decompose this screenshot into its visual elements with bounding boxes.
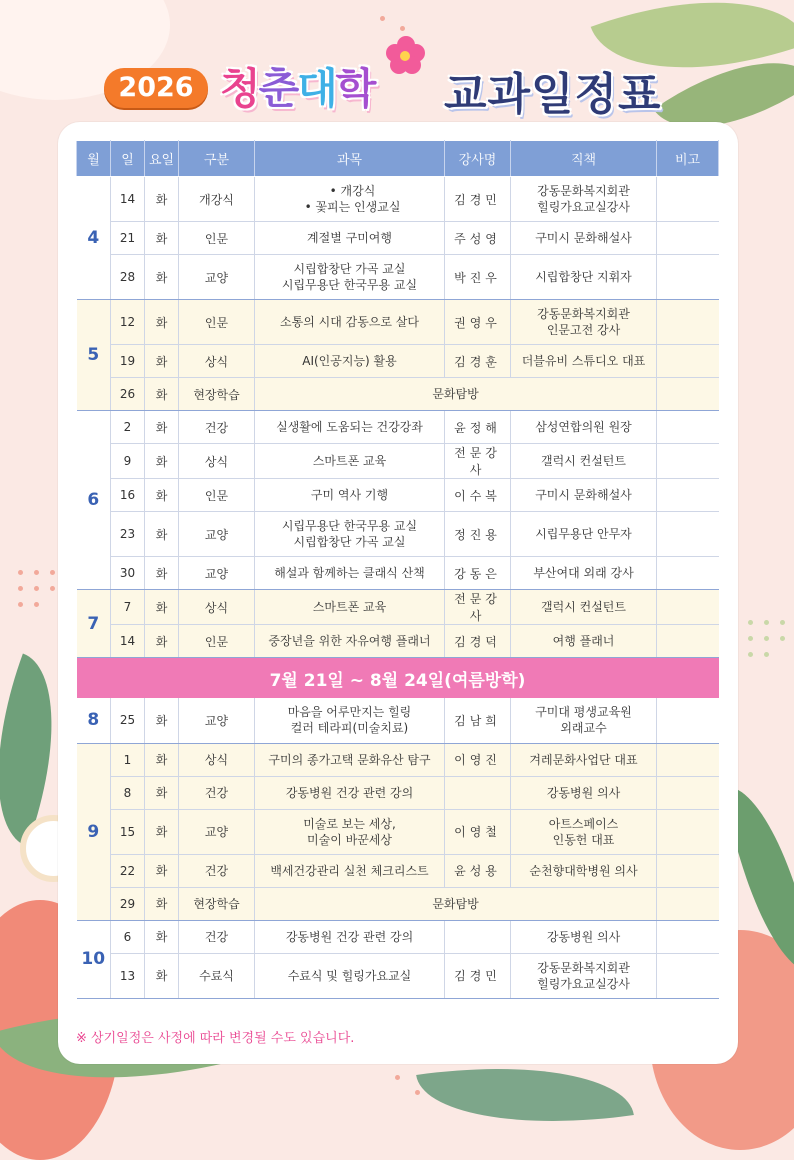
footnote: ※ 상기일정은 사정에 따라 변경될 수도 있습니다. — [76, 1031, 355, 1046]
table-row — [77, 953, 719, 998]
position-cell — [511, 557, 657, 590]
position-line: 구미시 문화해설사 — [535, 231, 632, 245]
vacation-label: 7월 21일 ~ 8월 24일(여름방학) — [77, 658, 719, 699]
remarks-cell — [657, 300, 719, 345]
position-cell — [511, 222, 657, 255]
position-cell — [511, 743, 657, 776]
category-cell: 건강 — [179, 776, 255, 809]
month-cell: 5 — [77, 300, 111, 411]
position-cell — [511, 590, 657, 625]
subject-cell — [255, 743, 445, 776]
subject-cell — [255, 698, 445, 743]
teacher-cell: 윤정해 — [445, 411, 511, 444]
page-header — [0, 50, 794, 130]
day-cell: 14 — [111, 177, 145, 222]
position-cell — [511, 920, 657, 953]
schedule-table — [76, 140, 719, 999]
day-cell: 22 — [111, 854, 145, 887]
remarks-cell — [657, 887, 719, 920]
teacher-cell: 전문강사 — [445, 444, 511, 479]
remarks-cell — [657, 255, 719, 300]
position-line: 더블유비 스튜디오 대표 — [521, 354, 646, 368]
position-line: 강동문화복지회관 — [537, 960, 630, 975]
category-cell: 개강식 — [179, 177, 255, 222]
subject-line: 수료식 및 힐링가요교실 — [287, 968, 412, 983]
weekday-cell: 화 — [145, 743, 179, 776]
month-cell: 8 — [77, 698, 111, 743]
remarks-cell — [657, 222, 719, 255]
column-header: 월 — [77, 141, 111, 177]
subject-line: 스마트폰 교육 — [312, 600, 387, 614]
day-cell: 30 — [111, 557, 145, 590]
teacher-cell: 김경민 — [445, 177, 511, 222]
table-row — [77, 222, 719, 255]
subject-line: • 개강식 — [329, 184, 376, 198]
column-header: 직책 — [511, 141, 657, 177]
position-line: 힐링가요교실강사 — [537, 976, 630, 991]
weekday-cell: 화 — [145, 222, 179, 255]
weekday-cell: 화 — [145, 557, 179, 590]
category-cell: 인문 — [179, 625, 255, 658]
subject-line: 시립합창단 가곡 교실 — [293, 262, 406, 276]
subject-line: 스마트폰 교육 — [312, 454, 387, 468]
subject-line: 문화탐방 — [432, 387, 479, 401]
table-row — [77, 411, 719, 444]
weekday-cell: 화 — [145, 255, 179, 300]
remarks-cell — [657, 345, 719, 378]
category-cell: 인문 — [179, 222, 255, 255]
category-cell: 건강 — [179, 411, 255, 444]
subject-cell — [255, 300, 445, 345]
subject-line: 구미 역사 기행 — [310, 488, 389, 502]
position-cell — [511, 345, 657, 378]
brand-char: 춘 — [258, 64, 298, 113]
teacher-cell — [445, 920, 511, 953]
category-cell: 인문 — [179, 300, 255, 345]
remarks-cell — [657, 378, 719, 411]
position-line: 힐링가요교실강사 — [537, 200, 630, 214]
column-header: 요일 — [145, 141, 179, 177]
position-cell — [511, 953, 657, 998]
subject-line: 강동병원 건강 관련 강의 — [285, 929, 414, 944]
subject-cell — [255, 776, 445, 809]
subject-cell — [255, 887, 657, 920]
teacher-cell: 윤성용 — [445, 854, 511, 887]
position-cell — [511, 479, 657, 512]
subject-line: 시립무용단 한국무용 교실 — [281, 278, 418, 292]
weekday-cell: 화 — [145, 512, 179, 557]
teacher-cell: 김경덕 — [445, 625, 511, 658]
subject-cell — [255, 255, 445, 300]
position-line: 시립무용단 안무자 — [535, 527, 632, 541]
column-header: 비고 — [657, 141, 719, 177]
position-line: 여행 플래너 — [552, 634, 615, 648]
day-cell: 7 — [111, 590, 145, 625]
column-header: 과목 — [255, 141, 445, 177]
day-cell: 25 — [111, 698, 145, 743]
day-cell: 19 — [111, 345, 145, 378]
weekday-cell: 화 — [145, 887, 179, 920]
table-row — [77, 743, 719, 776]
remarks-cell — [657, 411, 719, 444]
position-cell — [511, 255, 657, 300]
table-row — [77, 625, 719, 658]
position-cell — [511, 444, 657, 479]
position-line: 강동병원 의사 — [546, 785, 621, 800]
remarks-cell — [657, 776, 719, 809]
position-line: 강동문화복지회관 — [537, 184, 630, 198]
subject-line: 강동병원 건강 관련 강의 — [285, 785, 414, 800]
day-cell: 8 — [111, 776, 145, 809]
remarks-cell — [657, 512, 719, 557]
day-cell: 2 — [111, 411, 145, 444]
table-row — [77, 920, 719, 953]
weekday-cell: 화 — [145, 953, 179, 998]
subject-cell — [255, 953, 445, 998]
category-cell: 상식 — [179, 345, 255, 378]
page-title: 교과일정표 — [444, 69, 662, 120]
table-row — [77, 590, 719, 625]
position-line: 부산여대 외래 강사 — [533, 566, 634, 580]
subject-cell — [255, 479, 445, 512]
category-cell: 건강 — [179, 920, 255, 953]
category-cell: 교양 — [179, 698, 255, 743]
day-cell: 6 — [111, 920, 145, 953]
day-cell: 14 — [111, 625, 145, 658]
day-cell: 26 — [111, 378, 145, 411]
teacher-cell — [445, 776, 511, 809]
subject-line: 소통의 시대 감동으로 살다 — [280, 315, 419, 329]
month-cell: 6 — [77, 411, 111, 590]
subject-cell — [255, 378, 657, 411]
remarks-cell — [657, 698, 719, 743]
teacher-cell: 박진우 — [445, 255, 511, 300]
category-cell: 교양 — [179, 557, 255, 590]
month-cell: 4 — [77, 177, 111, 300]
subject-cell — [255, 222, 445, 255]
position-line: 갤럭시 컨설턴트 — [541, 600, 626, 614]
subject-line: 실생활에 도움되는 건강강좌 — [276, 420, 423, 434]
weekday-cell: 화 — [145, 411, 179, 444]
subject-line: 해설과 함께하는 클래식 산책 — [274, 566, 425, 580]
table-row — [77, 854, 719, 887]
teacher-cell: 김경민 — [445, 953, 511, 998]
subject-line: 구미의 종가고택 문화유산 탐구 — [268, 752, 431, 767]
teacher-cell: 전문강사 — [445, 590, 511, 625]
teacher-cell: 이수복 — [445, 479, 511, 512]
column-header: 강사명 — [445, 141, 511, 177]
weekday-cell: 화 — [145, 590, 179, 625]
remarks-cell — [657, 590, 719, 625]
table-row — [77, 698, 719, 743]
category-cell: 수료식 — [179, 953, 255, 998]
position-cell — [511, 512, 657, 557]
day-cell: 15 — [111, 809, 145, 854]
subject-line: 백세건강관리 실천 체크리스트 — [270, 863, 429, 878]
position-line: 겨레문화사업단 대표 — [529, 752, 638, 767]
weekday-cell: 화 — [145, 300, 179, 345]
position-line: 강동병원 의사 — [546, 929, 621, 944]
weekday-cell: 화 — [145, 345, 179, 378]
position-cell — [511, 177, 657, 222]
table-row — [77, 177, 719, 222]
remarks-cell — [657, 479, 719, 512]
category-cell: 상식 — [179, 743, 255, 776]
position-cell — [511, 698, 657, 743]
subject-line: 컬러 테라피(미술치료) — [290, 721, 409, 736]
column-header: 일 — [111, 141, 145, 177]
category-cell: 교양 — [179, 809, 255, 854]
brand-char: 대 — [297, 64, 336, 113]
table-row — [77, 444, 719, 479]
remarks-cell — [657, 743, 719, 776]
table-row — [77, 776, 719, 809]
brand-title — [220, 56, 374, 116]
subject-line: • 꽃피는 인생교실 — [304, 200, 401, 214]
remarks-cell — [657, 953, 719, 998]
remarks-cell — [657, 177, 719, 222]
position-line: 삼성연합의원 원장 — [535, 420, 632, 434]
day-cell: 1 — [111, 743, 145, 776]
category-cell: 건강 — [179, 854, 255, 887]
subject-cell — [255, 625, 445, 658]
day-cell: 23 — [111, 512, 145, 557]
subject-line: 시립무용단 한국무용 교실 — [281, 519, 418, 533]
day-cell: 28 — [111, 255, 145, 300]
day-cell: 21 — [111, 222, 145, 255]
day-cell: 12 — [111, 300, 145, 345]
subject-line: 문화탐방 — [432, 896, 479, 911]
teacher-cell: 정진용 — [445, 512, 511, 557]
brand-char: 학 — [335, 64, 375, 113]
table-row — [77, 479, 719, 512]
vacation-row — [77, 658, 719, 699]
category-cell: 인문 — [179, 479, 255, 512]
position-cell — [511, 776, 657, 809]
teacher-cell: 주성영 — [445, 222, 511, 255]
weekday-cell: 화 — [145, 776, 179, 809]
weekday-cell: 화 — [145, 625, 179, 658]
year-badge: 2026 — [104, 68, 208, 108]
category-cell: 상식 — [179, 444, 255, 479]
table-row — [77, 378, 719, 411]
position-cell — [511, 625, 657, 658]
subject-cell — [255, 854, 445, 887]
weekday-cell: 화 — [145, 479, 179, 512]
subject-line: 시립합창단 가곡 교실 — [293, 535, 406, 549]
position-line: 인문고전 강사 — [546, 323, 621, 337]
day-cell: 13 — [111, 953, 145, 998]
position-line: 순천향대학병원 의사 — [529, 863, 638, 878]
weekday-cell: 화 — [145, 809, 179, 854]
month-cell: 7 — [77, 590, 111, 658]
table-row — [77, 255, 719, 300]
day-cell: 9 — [111, 444, 145, 479]
position-line: 외래교수 — [560, 721, 607, 736]
position-cell — [511, 300, 657, 345]
teacher-cell: 강동은 — [445, 557, 511, 590]
remarks-cell — [657, 809, 719, 854]
subject-cell — [255, 557, 445, 590]
table-row — [77, 512, 719, 557]
category-cell: 교양 — [179, 512, 255, 557]
position-line: 갤럭시 컨설턴트 — [541, 454, 626, 468]
weekday-cell: 화 — [145, 698, 179, 743]
position-line: 아트스페이스 — [548, 816, 619, 831]
weekday-cell: 화 — [145, 444, 179, 479]
brand-char: 청 — [220, 64, 259, 113]
subject-line: 미술이 바꾼세상 — [307, 832, 392, 847]
subject-line: 중장년을 위한 자유여행 플래너 — [268, 634, 431, 648]
category-cell: 교양 — [179, 255, 255, 300]
subject-cell — [255, 444, 445, 479]
remarks-cell — [657, 625, 719, 658]
table-row — [77, 809, 719, 854]
teacher-cell: 이영진 — [445, 743, 511, 776]
teacher-cell: 김남희 — [445, 698, 511, 743]
remarks-cell — [657, 444, 719, 479]
subject-cell — [255, 809, 445, 854]
column-header: 구분 — [179, 141, 255, 177]
teacher-cell: 김경훈 — [445, 345, 511, 378]
position-cell — [511, 809, 657, 854]
weekday-cell: 화 — [145, 854, 179, 887]
position-cell — [511, 854, 657, 887]
position-line: 강동문화복지회관 — [537, 307, 630, 321]
position-line: 인동헌 대표 — [552, 832, 615, 847]
remarks-cell — [657, 920, 719, 953]
weekday-cell: 화 — [145, 920, 179, 953]
remarks-cell — [657, 557, 719, 590]
subject-cell — [255, 920, 445, 953]
weekday-cell: 화 — [145, 378, 179, 411]
table-row — [77, 557, 719, 590]
subject-line: 미술로 보는 세상, — [303, 816, 396, 831]
subject-line: 마음을 어루만지는 힐링 — [287, 705, 412, 720]
position-line: 시립합창단 지휘자 — [535, 270, 632, 284]
teacher-cell: 이영철 — [445, 809, 511, 854]
day-cell: 29 — [111, 887, 145, 920]
position-line: 구미시 문화해설사 — [535, 488, 632, 502]
category-cell: 현장학습 — [179, 887, 255, 920]
month-cell: 10 — [77, 920, 111, 998]
position-line: 구미대 평생교육원 — [535, 705, 632, 720]
table-row — [77, 345, 719, 378]
subject-cell — [255, 345, 445, 378]
subject-cell — [255, 590, 445, 625]
position-cell — [511, 411, 657, 444]
subject-cell — [255, 411, 445, 444]
category-cell: 현장학습 — [179, 378, 255, 411]
subject-line: 계절별 구미여행 — [307, 231, 392, 245]
table-row — [77, 300, 719, 345]
day-cell: 16 — [111, 479, 145, 512]
schedule-body — [77, 177, 719, 999]
subject-line: AI(인공지능) 활용 — [302, 354, 397, 368]
month-cell: 9 — [77, 743, 111, 920]
category-cell: 상식 — [179, 590, 255, 625]
table-header-row — [77, 141, 719, 177]
subject-cell — [255, 177, 445, 222]
remarks-cell — [657, 854, 719, 887]
subject-cell — [255, 512, 445, 557]
flower-icon — [383, 33, 429, 79]
weekday-cell: 화 — [145, 177, 179, 222]
teacher-cell: 권영우 — [445, 300, 511, 345]
table-row — [77, 887, 719, 920]
